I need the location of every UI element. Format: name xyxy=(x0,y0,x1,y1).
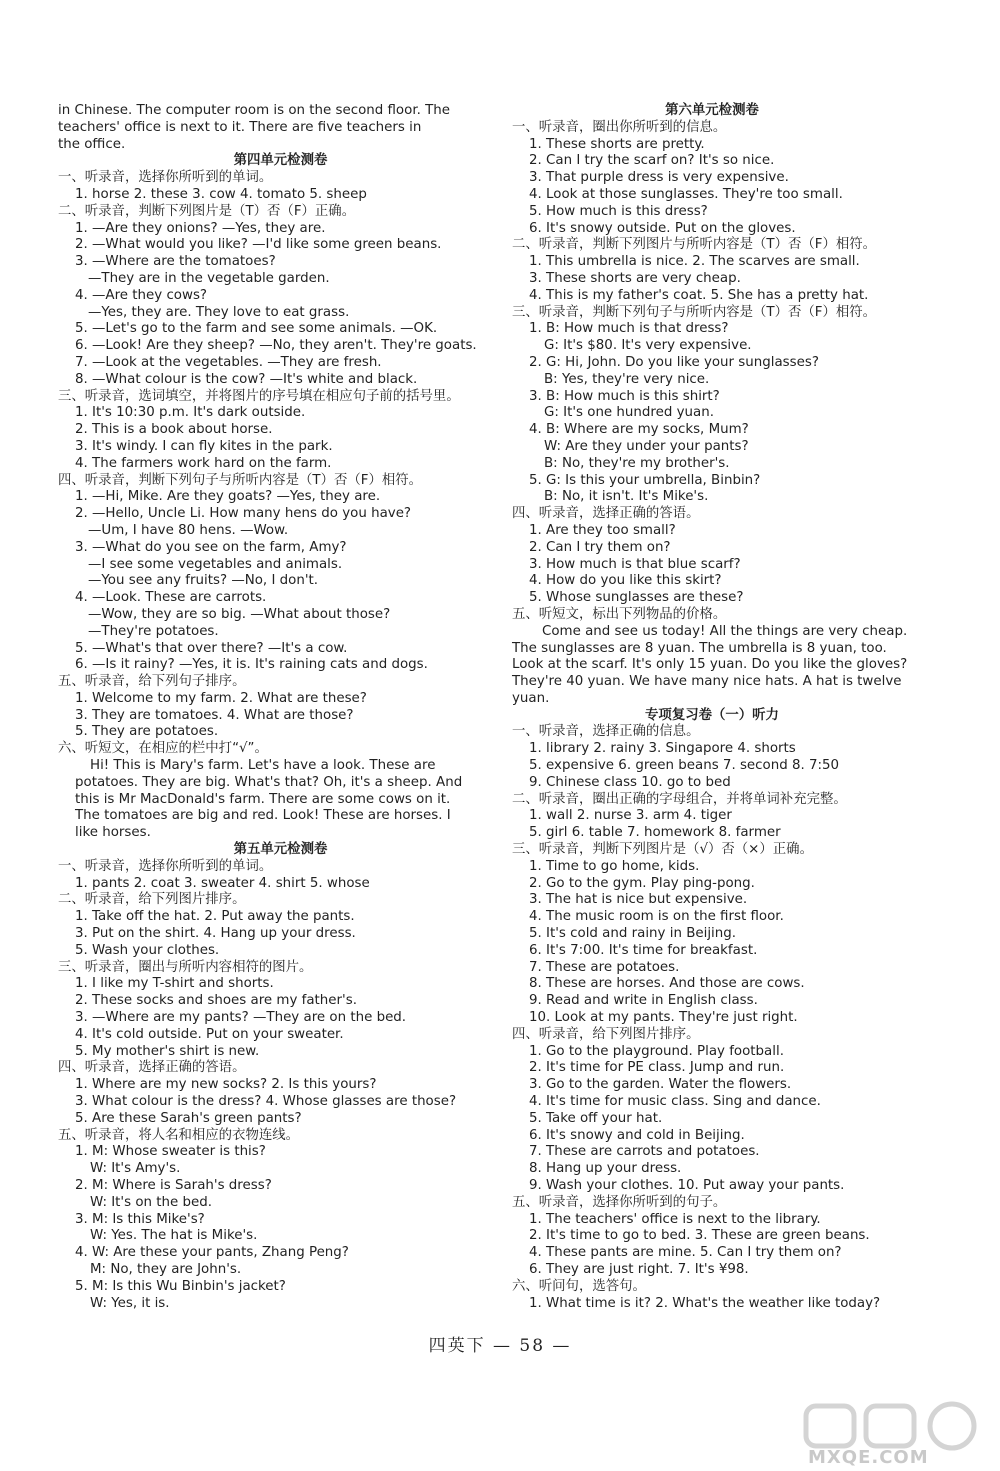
text-line: 4. It's cold outside. Put on your sweater. xyxy=(75,1026,344,1042)
text-line: 1. library 2. rainy 3. Singapore 4. shorts xyxy=(529,741,796,757)
section-line: 一、听录音，选择正确的信息。 xyxy=(512,724,700,740)
text-line: 2. These socks and shoes are my father's. xyxy=(75,993,357,1009)
text-line: 6. It's 7:00. It's time for breakfast. xyxy=(529,942,758,958)
text-line: 3. —What do you see on the farm, Amy? xyxy=(75,539,347,555)
section-line: 五、听录音，将人名和相应的衣物连线。 xyxy=(58,1127,300,1143)
text-line: 10. Look at my pants. They're just right. xyxy=(529,1010,798,1026)
text-line: B: No, it isn't. It's Mike's. xyxy=(544,489,709,505)
text-line: 8. —What colour is the cow? —It's white and black. xyxy=(75,371,418,387)
text-line: 2. It's time to go to bed. 3. These are green beans. xyxy=(529,1228,870,1244)
text-line: 4. These pants are mine. 5. Can I try them on? xyxy=(529,1245,842,1261)
text-line: this is Mr MacDonald's farm. There are some cows on it. xyxy=(75,791,451,807)
text-line: 6. —Look! Are they sheep? —No, they aren't. They're goats. xyxy=(75,338,477,354)
section-line: in Chinese. The computer room is on the second floor. The xyxy=(58,103,451,118)
text-line: —They're potatoes. xyxy=(88,623,219,639)
text-line: 1. M: Whose sweater is this? xyxy=(75,1144,266,1160)
section-line: 二、听录音，判断下列图片与所听内容是（T）否（F）相符。 xyxy=(512,237,877,253)
text-line: 1. This umbrella is nice. 2. The scarves are small. xyxy=(529,254,860,270)
section-line: teachers' office is next to it. There are five teachers in xyxy=(58,119,422,135)
text-line: Come and see us today! All the things are very cheap. xyxy=(542,623,908,639)
text-line: 3. The hat is nice but expensive. xyxy=(529,892,748,908)
section-line: 二、听录音，圈出正确的字母组合，并将单词补充完整。 xyxy=(512,791,847,807)
section-line: Look at the scarf. It's only 15 yuan. Do you like the gloves? xyxy=(512,657,908,673)
text-line: 3. Put on the shirt. 4. Hang up your dress. xyxy=(75,926,356,942)
text-line: 5. Are these Sarah's green pants? xyxy=(75,1110,302,1126)
section-line: 二、听录音，判断下列图片是（T）否（F）正确。 xyxy=(58,203,356,219)
section-line: 五、听录音，选择你所听到的句子。 xyxy=(512,1194,727,1210)
text-line: 5. They are potatoes. xyxy=(75,724,219,740)
text-line: B: Yes, they're very nice. xyxy=(544,371,710,387)
text-line: 4. The farmers work hard on the farm. xyxy=(75,455,332,471)
text-line: 9. Read and write in English class. xyxy=(529,993,758,1009)
section-line: 一、听录音，圈出你所听到的信息。 xyxy=(512,119,727,135)
section-line: 四、听录音，判断下列句子与所听内容是（T）否（F）相符。 xyxy=(58,472,423,488)
text-line: —You see any fruits? —No, I don't. xyxy=(88,573,319,589)
text-line: 2. Go to the gym. Play ping-pong. xyxy=(529,875,755,891)
text-line: 1. Welcome to my farm. 2. What are these? xyxy=(75,690,367,706)
text-line: 3. What colour is the dress? 4. Whose glasses are those? xyxy=(75,1094,457,1110)
text-line: 5. —Let's go to the farm and see some animals. —OK. xyxy=(75,321,438,337)
text-line: 1. Where are my new socks? 2. Is this yours? xyxy=(75,1077,377,1093)
section-line: 六、听问句，选答句。 xyxy=(512,1278,646,1294)
text-line: 4. B: Where are my socks, Mum? xyxy=(529,422,749,438)
text-line: 2. It's time for PE class. Jump and run. xyxy=(529,1060,785,1076)
text-line: 1. horse 2. these 3. cow 4. tomato 5. sheep xyxy=(75,186,367,202)
text-line: 2. —What would you like? —I'd like some green beans. xyxy=(75,237,442,253)
section-line: yuan. xyxy=(512,690,550,706)
section-line: 四、听录音，选择正确的答语。 xyxy=(512,506,700,522)
text-line: —Yes, they are. They love to eat grass. xyxy=(88,304,350,320)
text-line: 1. —Hi, Mike. Are they goats? —Yes, they are. xyxy=(75,489,381,505)
text-line: 5. How much is this dress? xyxy=(529,203,708,219)
section-line: the office. xyxy=(58,136,126,152)
text-line: 5. Wash your clothes. xyxy=(75,942,220,958)
section-line: 三、听录音，选词填空，并将图片的序号填在相应句子前的括号里。 xyxy=(58,388,460,404)
text-line: 4. The music room is on the first floor. xyxy=(529,909,784,925)
section-line: 四、听录音，选择正确的答语。 xyxy=(58,1060,246,1076)
text-line: W: It's on the bed. xyxy=(90,1194,212,1210)
text-line: 1. Go to the playground. Play football. xyxy=(529,1043,784,1059)
text-line: 8. Hang up your dress. xyxy=(529,1161,682,1177)
text-line: 5. G: Is this your umbrella, Binbin? xyxy=(529,472,761,488)
text-line: 1. It's 10:30 p.m. It's dark outside. xyxy=(75,405,306,421)
text-line: M: No, they are John's. xyxy=(90,1261,242,1277)
text-line: 5. —What's that over there? —It's a cow. xyxy=(75,640,348,656)
text-line: 1. I like my T-shirt and shorts. xyxy=(75,976,274,992)
text-line: 6. They are just right. 7. It's ¥98. xyxy=(529,1261,749,1277)
text-line: —Wow, they are so big. —What about those? xyxy=(88,606,391,622)
text-line: 6. It's snowy outside. Put on the gloves. xyxy=(529,220,796,236)
text-line: 4. It's time for music class. Sing and dance. xyxy=(529,1094,821,1110)
text-line: potatoes. They are big. What's that? Oh, it's a sheep. And xyxy=(75,774,463,790)
section-line: 六、听短文，在相应的栏中打“√”。 xyxy=(58,741,268,757)
text-line: 3. It's windy. I can fly kites in the park. xyxy=(75,438,333,454)
text-line: 5. My mother's shirt is new. xyxy=(75,1043,260,1059)
section-line: 一、听录音，选择你所听到的单词。 xyxy=(58,858,273,874)
text-line: 7. These are potatoes. xyxy=(529,959,680,975)
section-title: 第六单元检测卷 xyxy=(665,103,759,118)
text-line: The tomatoes are big and red. Look! These are horses. I xyxy=(75,808,451,824)
text-line: B: No, they're my brother's. xyxy=(544,455,730,471)
text-line: 1. pants 2. coat 3. sweater 4. shirt 5. whose xyxy=(75,875,370,891)
text-line: 3. Go to the garden. Water the flowers. xyxy=(529,1077,792,1093)
text-line: 3. —Where are the tomatoes? xyxy=(75,254,276,270)
section-line: The sunglasses are 8 yuan. The umbrella is 8 yuan, too. xyxy=(512,640,887,656)
text-line: G: It's one hundred yuan. xyxy=(544,405,714,421)
text-line: 5. girl 6. table 7. homework 8. farmer xyxy=(529,825,781,841)
section-line: 三、听录音，判断下列图片是（√）否（×）正确。 xyxy=(512,842,813,858)
text-line: 2. M: Where is Sarah's dress? xyxy=(75,1178,272,1193)
right-column xyxy=(512,103,912,1312)
text-line: 4. W: Are these your pants, Zhang Peng? xyxy=(75,1245,349,1261)
text-line: Hi! This is Mary's farm. Let's have a look. These are xyxy=(90,758,436,774)
text-line: 3. M: Is this Mike's? xyxy=(75,1211,205,1227)
text-line: W: Yes, it is. xyxy=(90,1295,170,1311)
section-line: 二、听录音，给下列图片排序。 xyxy=(58,892,246,908)
text-line: 1. These shorts are pretty. xyxy=(529,136,705,152)
text-line: 1. Time to go home, kids. xyxy=(529,858,700,874)
text-line: 8. These are horses. And those are cows. xyxy=(529,976,805,992)
text-line: 3. That purple dress is very expensive. xyxy=(529,170,789,186)
text-line: 5. Take off your hat. xyxy=(529,1110,663,1126)
text-line: 1. The teachers' office is next to the library. xyxy=(529,1211,821,1227)
text-line: 2. —Hello, Uncle Li. How many hens do you have? xyxy=(75,506,412,522)
section-line: 一、听录音，选择你所听到的单词。 xyxy=(58,170,273,186)
text-line: 2. Can I try them on? xyxy=(529,539,671,555)
text-line: 1. Are they too small? xyxy=(529,522,676,538)
text-line: 2. G: Hi, John. Do you like your sunglasses? xyxy=(529,354,819,370)
left-column xyxy=(58,103,503,1312)
text-line: 4. How do you like this skirt? xyxy=(529,573,722,589)
text-line: —They are in the vegetable garden. xyxy=(88,270,330,286)
page-footer: 四英下 — 58 — xyxy=(428,1336,572,1356)
text-line: 5. It's cold and rainy in Beijing. xyxy=(529,926,737,942)
section-line: 五、听短文，标出下列物品的价格。 xyxy=(512,606,727,622)
text-line: W: Yes. The hat is Mike's. xyxy=(90,1228,258,1244)
section-title: 第四单元检测卷 xyxy=(233,153,328,169)
text-line: 2. Can I try the scarf on? It's so nice. xyxy=(529,153,775,169)
text-line: 1. Take off the hat. 2. Put away the pants. xyxy=(75,909,355,925)
section-line: 五、听录音，给下列句子排序。 xyxy=(58,674,246,690)
text-line: 1. B: How much is that dress? xyxy=(529,321,729,337)
text-line: G: It's $80. It's very expensive. xyxy=(544,338,752,354)
text-line: 9. Wash your clothes. 10. Put away your pants. xyxy=(529,1178,845,1193)
text-line: W: Are they under your pants? xyxy=(544,438,749,454)
section-line: They're 40 yuan. We have many nice hats. A hat is twelve xyxy=(512,674,902,690)
text-line: 5. Whose sunglasses are these? xyxy=(529,590,744,606)
text-line: 1. What time is it? 2. What's the weather like today? xyxy=(529,1295,881,1311)
text-line: 6. —Is it rainy? —Yes, it is. It's raining cats and dogs. xyxy=(75,657,428,673)
text-line: 7. —Look at the vegetables. —They are fresh. xyxy=(75,354,382,370)
section-line: 三、听录音，判断下列句子与所听内容是（T）否（F）相符。 xyxy=(512,304,877,320)
text-line: 1. wall 2. nurse 3. arm 4. tiger xyxy=(529,808,732,824)
text-line: 6. It's snowy and cold in Beijing. xyxy=(529,1127,745,1143)
text-line: 3. How much is that blue scarf? xyxy=(529,556,741,572)
text-line: 1. —Are they onions? —Yes, they are. xyxy=(75,220,326,236)
text-line: like horses. xyxy=(75,825,151,841)
section-line: 三、听录音，圈出与所听内容相符的图片。 xyxy=(58,959,313,975)
text-line: 4. —Look. These are carrots. xyxy=(75,590,267,606)
text-line: 9. Chinese class 10. go to bed xyxy=(529,774,731,790)
text-line: 5. expensive 6. green beans 7. second 8. 7:50 xyxy=(529,758,840,774)
text-line: 3. —Where are my pants? —They are on the bed. xyxy=(75,1010,407,1026)
text-line: 4. This is my father's coat. 5. She has a pretty hat. xyxy=(529,287,869,303)
text-line: W: It's Amy's. xyxy=(90,1161,181,1177)
text-line: 7. These are carrots and potatoes. xyxy=(529,1144,760,1160)
text-line: 3. B: How much is this shirt? xyxy=(529,388,720,404)
text-line: 3. These shorts are very cheap. xyxy=(529,270,741,286)
section-title: 第五单元检测卷 xyxy=(233,842,328,858)
text-line: 3. They are tomatoes. 4. What are those? xyxy=(75,707,354,723)
section-title: 专项复习卷（一）听力 xyxy=(645,707,779,723)
watermark-text: MXQE.COM xyxy=(808,1447,929,1468)
section-line: 四、听录音，给下列图片排序。 xyxy=(512,1026,700,1042)
text-line: —I see some vegetables and animals. xyxy=(88,556,343,572)
text-line: 4. —Are they cows? xyxy=(75,287,208,303)
text-line: —Um, I have 80 hens. —Wow. xyxy=(88,522,289,538)
text-line: 2. This is a book about horse. xyxy=(75,422,273,438)
text-line: 4. Look at those sunglasses. They're too small. xyxy=(529,186,843,202)
text-line: 5. M: Is this Wu Binbin's jacket? xyxy=(75,1278,286,1294)
